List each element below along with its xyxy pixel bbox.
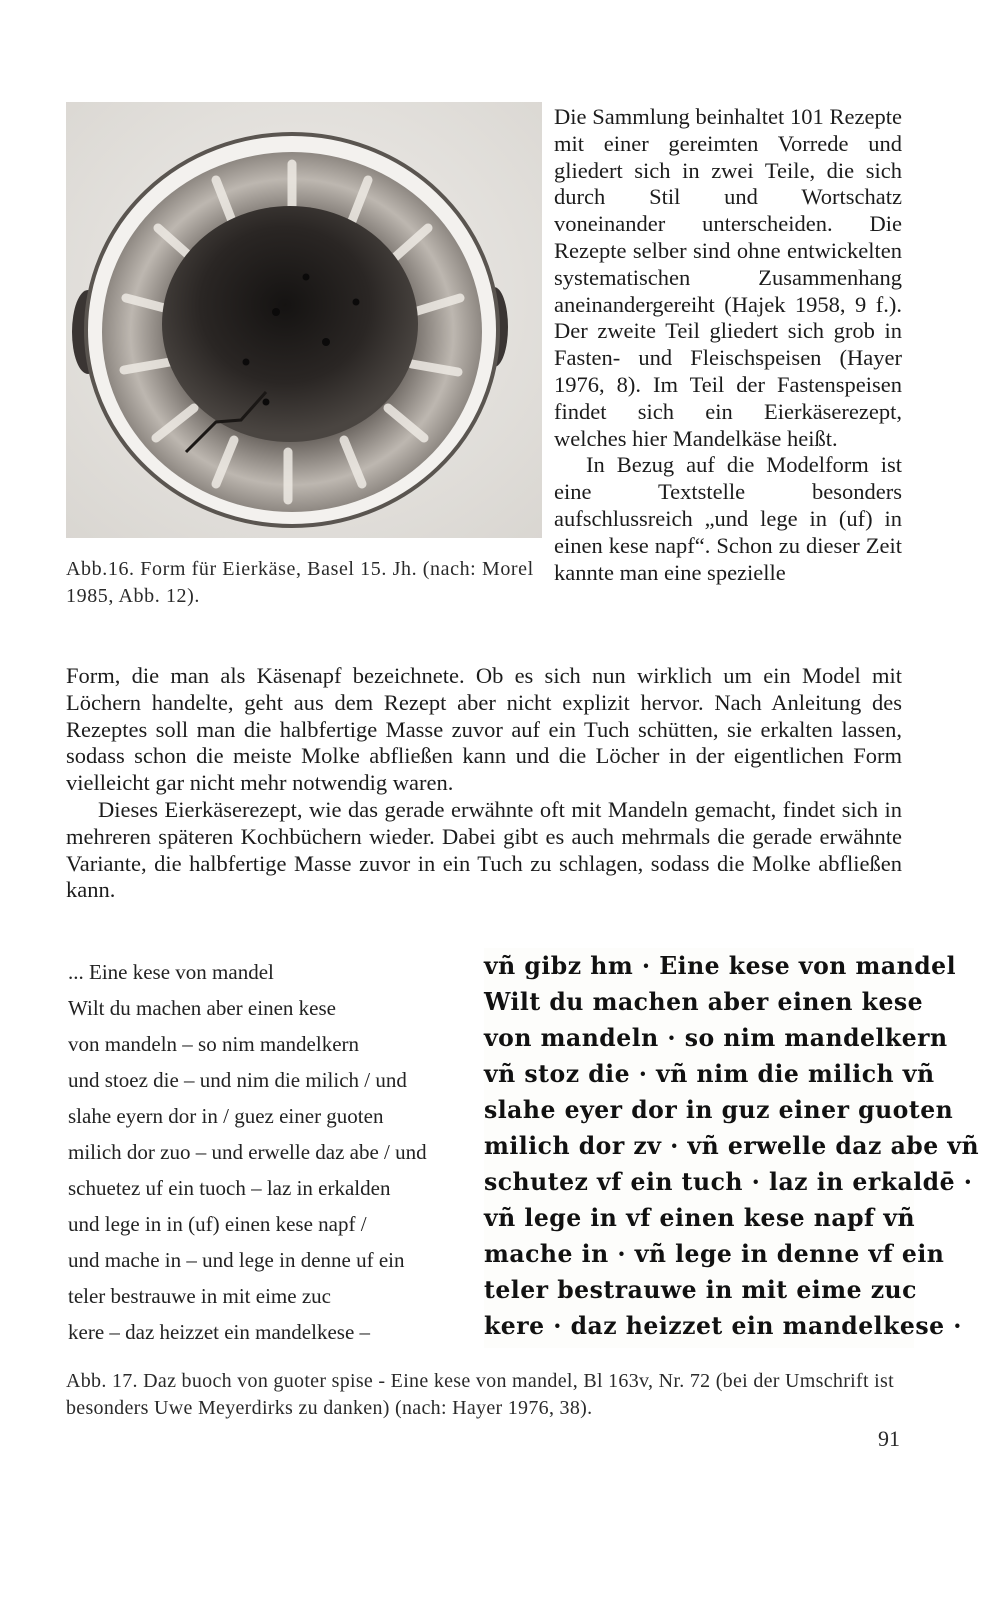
transcription-line: von mandeln – so nim mandelkern [68,1032,360,1056]
transcription-line: milich dor zuo – und erwelle daz abe / und [68,1140,427,1164]
transcription-line: und mache in – und lege in denne uf ein [68,1248,405,1272]
manuscript-line: vñ gibz hm · Eine kese von mandel [484,951,957,980]
transcription-line: Wilt du machen aber einen kese [68,996,336,1020]
transcription-line: ... Eine kese von mandel [68,960,274,984]
cheese-mold-image [66,102,542,538]
page-number: 91 [878,1426,900,1451]
figure-16-caption: Abb.16. Form für Eierkäse, Basel 15. Jh. (nach: Morel 1985, Abb. 12). [66,558,534,607]
transcription-line: und stoez die – und nim die milich / und [68,1068,407,1092]
manuscript-line: vñ stoz die · vñ nim die milich vñ [484,1059,935,1088]
manuscript-line: Wilt du machen aber einen kese [484,987,924,1016]
manuscript-line: vñ lege in vf einen kese napf vñ [484,1203,916,1232]
manuscript-line: kere · daz heizzet ein mandelkese · [484,1311,962,1340]
paragraph: In Bezug auf die Modelform ist eine Textstelle besonders aufschlussreich „und lege in (uf) in einen kese napf“. Schon zu dieser Zeit kannte man eine spezielle [554,452,902,585]
full-width-text [66,663,902,904]
transcription-line: kere – daz heizzet ein mandelkese – [68,1320,371,1344]
manuscript-line: schutez vf ein tuch · laz in erkaldē · [484,1167,973,1196]
manuscript-line: von mandeln · so nim mandelkern [484,1023,948,1052]
paragraph: Die Sammlung beinhaltet 101 Rezepte mit einer gereimten Vorrede und gliedert sich in zwei Teile, die sich durch Stil und Wortschatz voneinander unterscheiden. Die Rezepte selber sind ohne entwickelten systematischen Zusammenhang aneinandergereiht (Hajek 1958, 9 f.). Der zweite Teil gliedert sich grob in Fasten- und Fleischspeisen (Hayer 1976, 8). Im Teil der Fastenspeisen findet sich ein Eierkäserezept, welches hier Mandelkäse heißt. [554,104,902,451]
manuscript-line: teler bestrauwe in mit eime zuc [484,1275,917,1304]
paragraph: Dieses Eierkäserezept, wie das gerade erwähnte oft mit Mandeln gemacht, findet sich in mehreren späteren Kochbüchern wieder. Dabei gibt es auch mehrmals die gerade erwähnte Variante, die halbfertige Masse zuvor in ein Tuch zu schlagen, sodass die Molke abfließen kann. [66,796,902,903]
transcription-line: teler bestrauwe in mit eime zuc [68,1284,331,1308]
figure-16-photo [66,102,542,538]
transcription-line: und lege in in (uf) einen kese napf / [68,1212,367,1236]
figure-17-caption: Abb. 17. Daz buoch von guoter spise - Eine kese von mandel, Bl 163v, Nr. 72 (bei der Umschrift ist besonders Uwe Meyerdirks zu danken) (nach: Hayer 1976, 38). [66,1370,894,1419]
transcription [68,954,478,1350]
transcription-line: slahe eyern dor in / guez einer guoten [68,1104,384,1128]
manuscript-image [484,948,980,1348]
manuscript-line: mache in · vñ lege in denne vf ein [484,1239,945,1268]
manuscript-line: slahe eyer dor in guz einer guoten [484,1095,954,1124]
paragraph: Form, die man als Käsenapf bezeichnete. Ob es sich nun wirklich um ein Model mit Löchern handelte, geht aus dem Rezept aber nicht explizit hervor. Nach Anleitung des Rezeptes soll man die halbfertige Masse zuvor auf ein Tuch schütten, sie erkalten lassen, sodass schon die meiste Molke abfließen kann und die Löcher in der eigentlichen Form vielleicht gar nicht mehr notwendig waren. [66,663,902,796]
transcription-line: schuetez uf ein tuoch – laz in erkalden [68,1176,391,1200]
right-column-text [554,104,902,586]
manuscript-line: milich dor zv · vñ erwelle daz abe vñ [484,1131,980,1160]
